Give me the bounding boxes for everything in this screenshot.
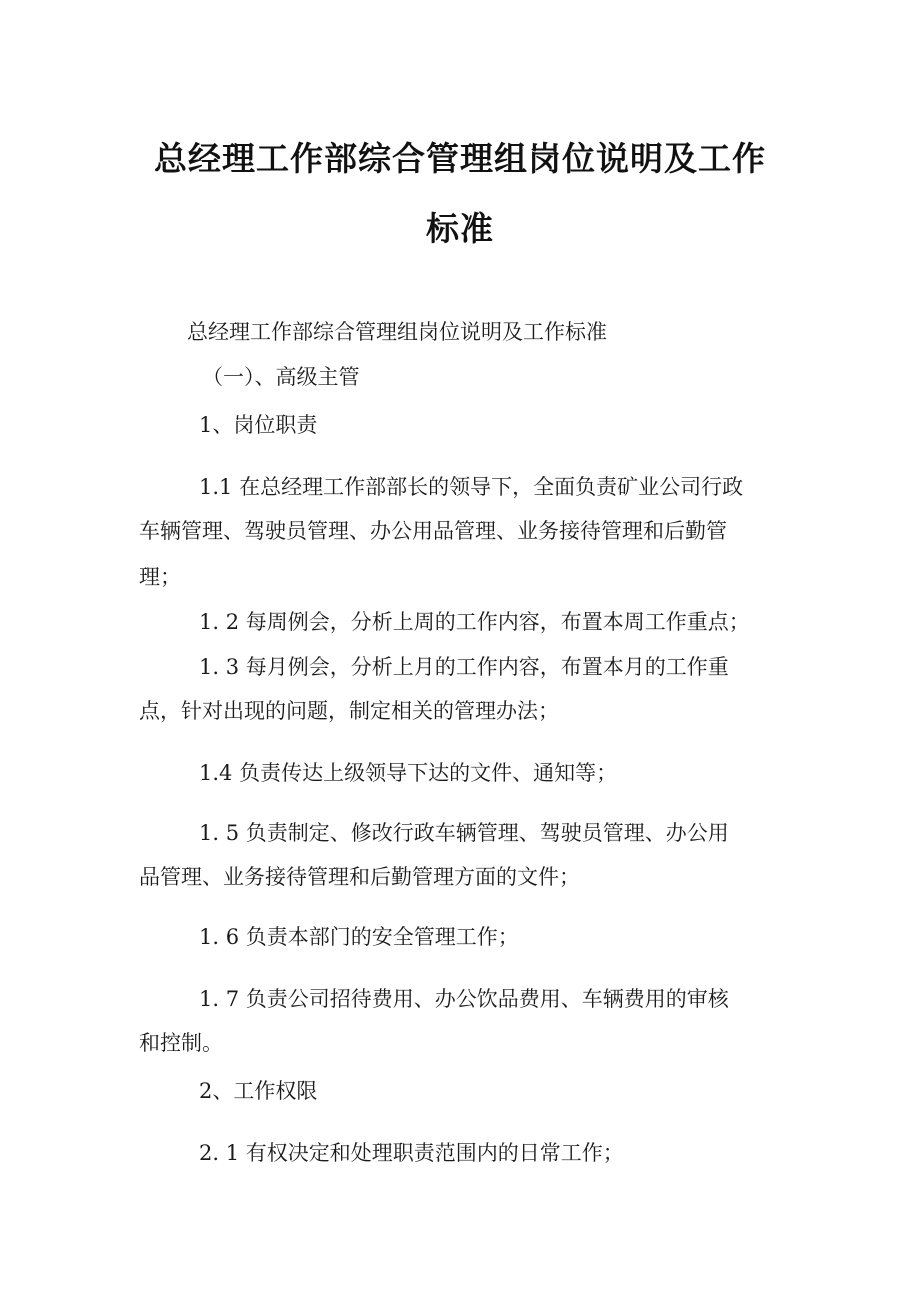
section-heading: （一）、高级主管	[202, 365, 360, 389]
item-1-1-line-2: 车辆管理、驾驶员管理、办公用品管理、业务接待管理和后勤管	[139, 519, 727, 543]
document-title-line-1: 总经理工作部综合管理组岗位说明及工作	[154, 139, 766, 178]
item-1-1-line-1: 1.1 在总经理工作部部长的领导下，全面负责矿业公司行政	[199, 475, 744, 499]
item-1-5-line-1: 1. 5 负责制定、修改行政车辆管理、驾驶员管理、办公用	[199, 821, 729, 845]
item-1-7-line-2: 和控制。	[139, 1031, 223, 1055]
item-1-6: 1. 6 负责本部门的安全管理工作；	[199, 925, 519, 949]
item-1-7-line-1: 1. 7 负责公司招待费用、办公饮品费用、车辆费用的审核	[199, 987, 729, 1011]
heading-work-authority: 2、工作权限	[199, 1079, 318, 1103]
item-1-3-line-2: 点，针对出现的问题，制定相关的管理办法；	[139, 699, 559, 723]
item-1-2: 1. 2 每周例会，分析上周的工作内容，布置本周工作重点；	[199, 610, 750, 634]
heading-job-duties: 1、岗位职责	[199, 413, 318, 437]
item-1-4: 1.4 负责传达上级领导下达的文件、通知等；	[199, 761, 618, 785]
item-1-5-line-2: 品管理、业务接待管理和后勤管理方面的文件；	[139, 865, 580, 889]
item-2-1: 2. 1 有权决定和处理职责范围内的日常工作；	[199, 1141, 624, 1165]
document-subtitle: 总经理工作部综合管理组岗位说明及工作标准	[187, 320, 607, 344]
document-title-line-2: 标准	[426, 209, 494, 248]
item-1-3-line-1: 1. 3 每月例会，分析上月的工作内容，布置本月的工作重	[199, 655, 729, 679]
item-1-1-line-3: 理；	[139, 565, 181, 589]
